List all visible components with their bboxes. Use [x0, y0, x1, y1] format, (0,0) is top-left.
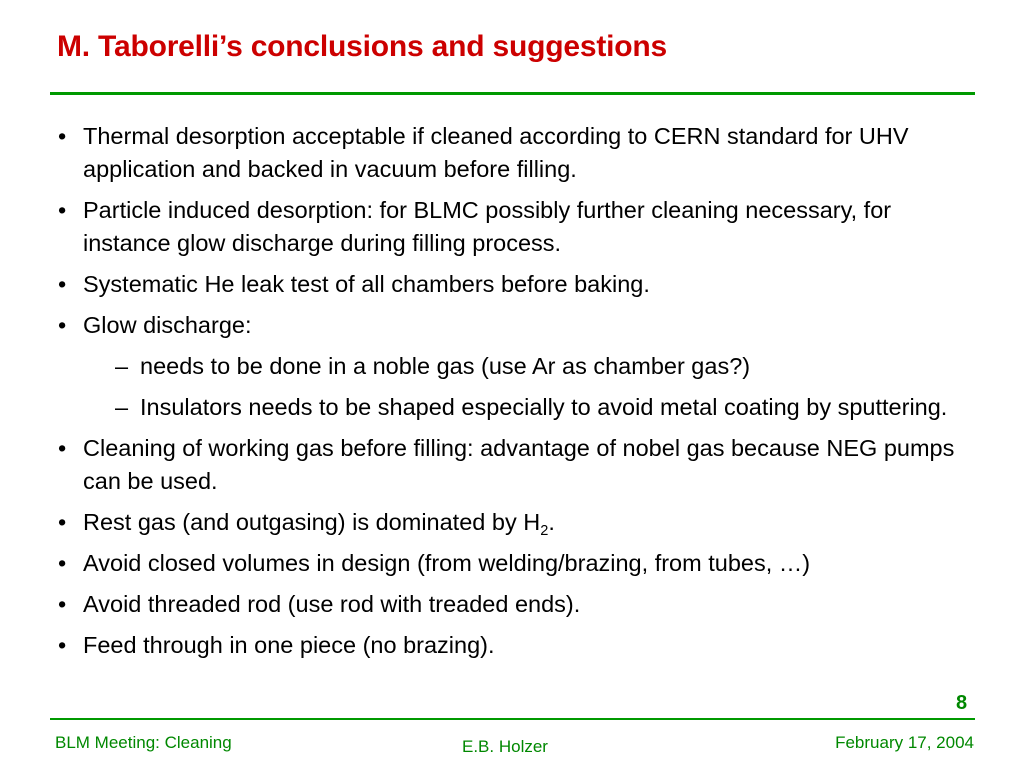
- bullet-text: Cleaning of working gas before filling: advantage of nobel gas because NEG pumps can be used.: [83, 435, 955, 494]
- footer-meeting: BLM Meeting: Cleaning: [55, 733, 232, 752]
- sub-bullet-text: needs to be done in a noble gas (use Ar as chamber gas?): [140, 353, 751, 379]
- bullet-list: [58, 120, 978, 670]
- bullet-text-end: .: [548, 509, 555, 535]
- title-divider: [50, 92, 975, 95]
- bullet-text: Particle induced desorption: for BLMC possibly further cleaning necessary, for instance glow discharge during filling process.: [83, 197, 892, 256]
- bullet-item: [58, 120, 978, 186]
- bullet-text: Feed through in one piece (no brazing).: [83, 632, 495, 658]
- bullet-text: Thermal desorption acceptable if cleaned according to CERN standard for UHV application and backed in vacuum before filling.: [83, 123, 909, 182]
- footer-divider: [50, 718, 975, 720]
- bullet-text: Avoid closed volumes in design (from welding/brazing, from tubes, …): [83, 550, 811, 576]
- bullet-marker: •: [58, 591, 67, 617]
- bullet-item: [58, 629, 978, 662]
- slide-title: M. Taborelli’s conclusions and suggestions: [57, 30, 668, 63]
- bullet-item: [58, 588, 978, 621]
- sub-bullet-item: [58, 350, 978, 383]
- sub-bullet-text: Insulators needs to be shaped especially to avoid metal coating by sputtering.: [140, 394, 948, 420]
- sub-bullet-marker: –: [115, 394, 129, 420]
- bullet-marker: •: [58, 435, 67, 461]
- sub-bullet-item: [58, 391, 978, 424]
- bullet-marker: •: [58, 550, 67, 576]
- bullet-marker: •: [58, 197, 67, 223]
- bullet-marker: •: [58, 312, 67, 338]
- subscript-two: 2: [540, 523, 549, 540]
- bullet-text-main: Rest gas (and outgasing) is dominated by H: [83, 509, 541, 535]
- footer-author: E.B. Holzer: [462, 737, 548, 756]
- bullet-item: [58, 268, 978, 301]
- bullet-text: [83, 509, 555, 540]
- bullet-marker: •: [58, 271, 67, 297]
- bullet-item: [58, 506, 978, 539]
- bullet-item: [58, 309, 978, 342]
- bullet-item: [58, 194, 978, 260]
- bullet-marker: •: [58, 632, 67, 658]
- bullet-item: [58, 432, 978, 498]
- bullet-text: Avoid threaded rod (use rod with treaded ends).: [83, 591, 581, 617]
- bullet-marker: •: [58, 509, 67, 535]
- footer-date: February 17, 2004: [835, 733, 974, 752]
- bullet-item: [58, 547, 978, 580]
- bullet-text: Glow discharge:: [83, 312, 252, 338]
- bullet-marker: •: [58, 123, 67, 149]
- page-number: 8: [956, 692, 968, 714]
- sub-bullet-marker: –: [115, 353, 129, 379]
- bullet-text: Systematic He leak test of all chambers before baking.: [83, 271, 650, 297]
